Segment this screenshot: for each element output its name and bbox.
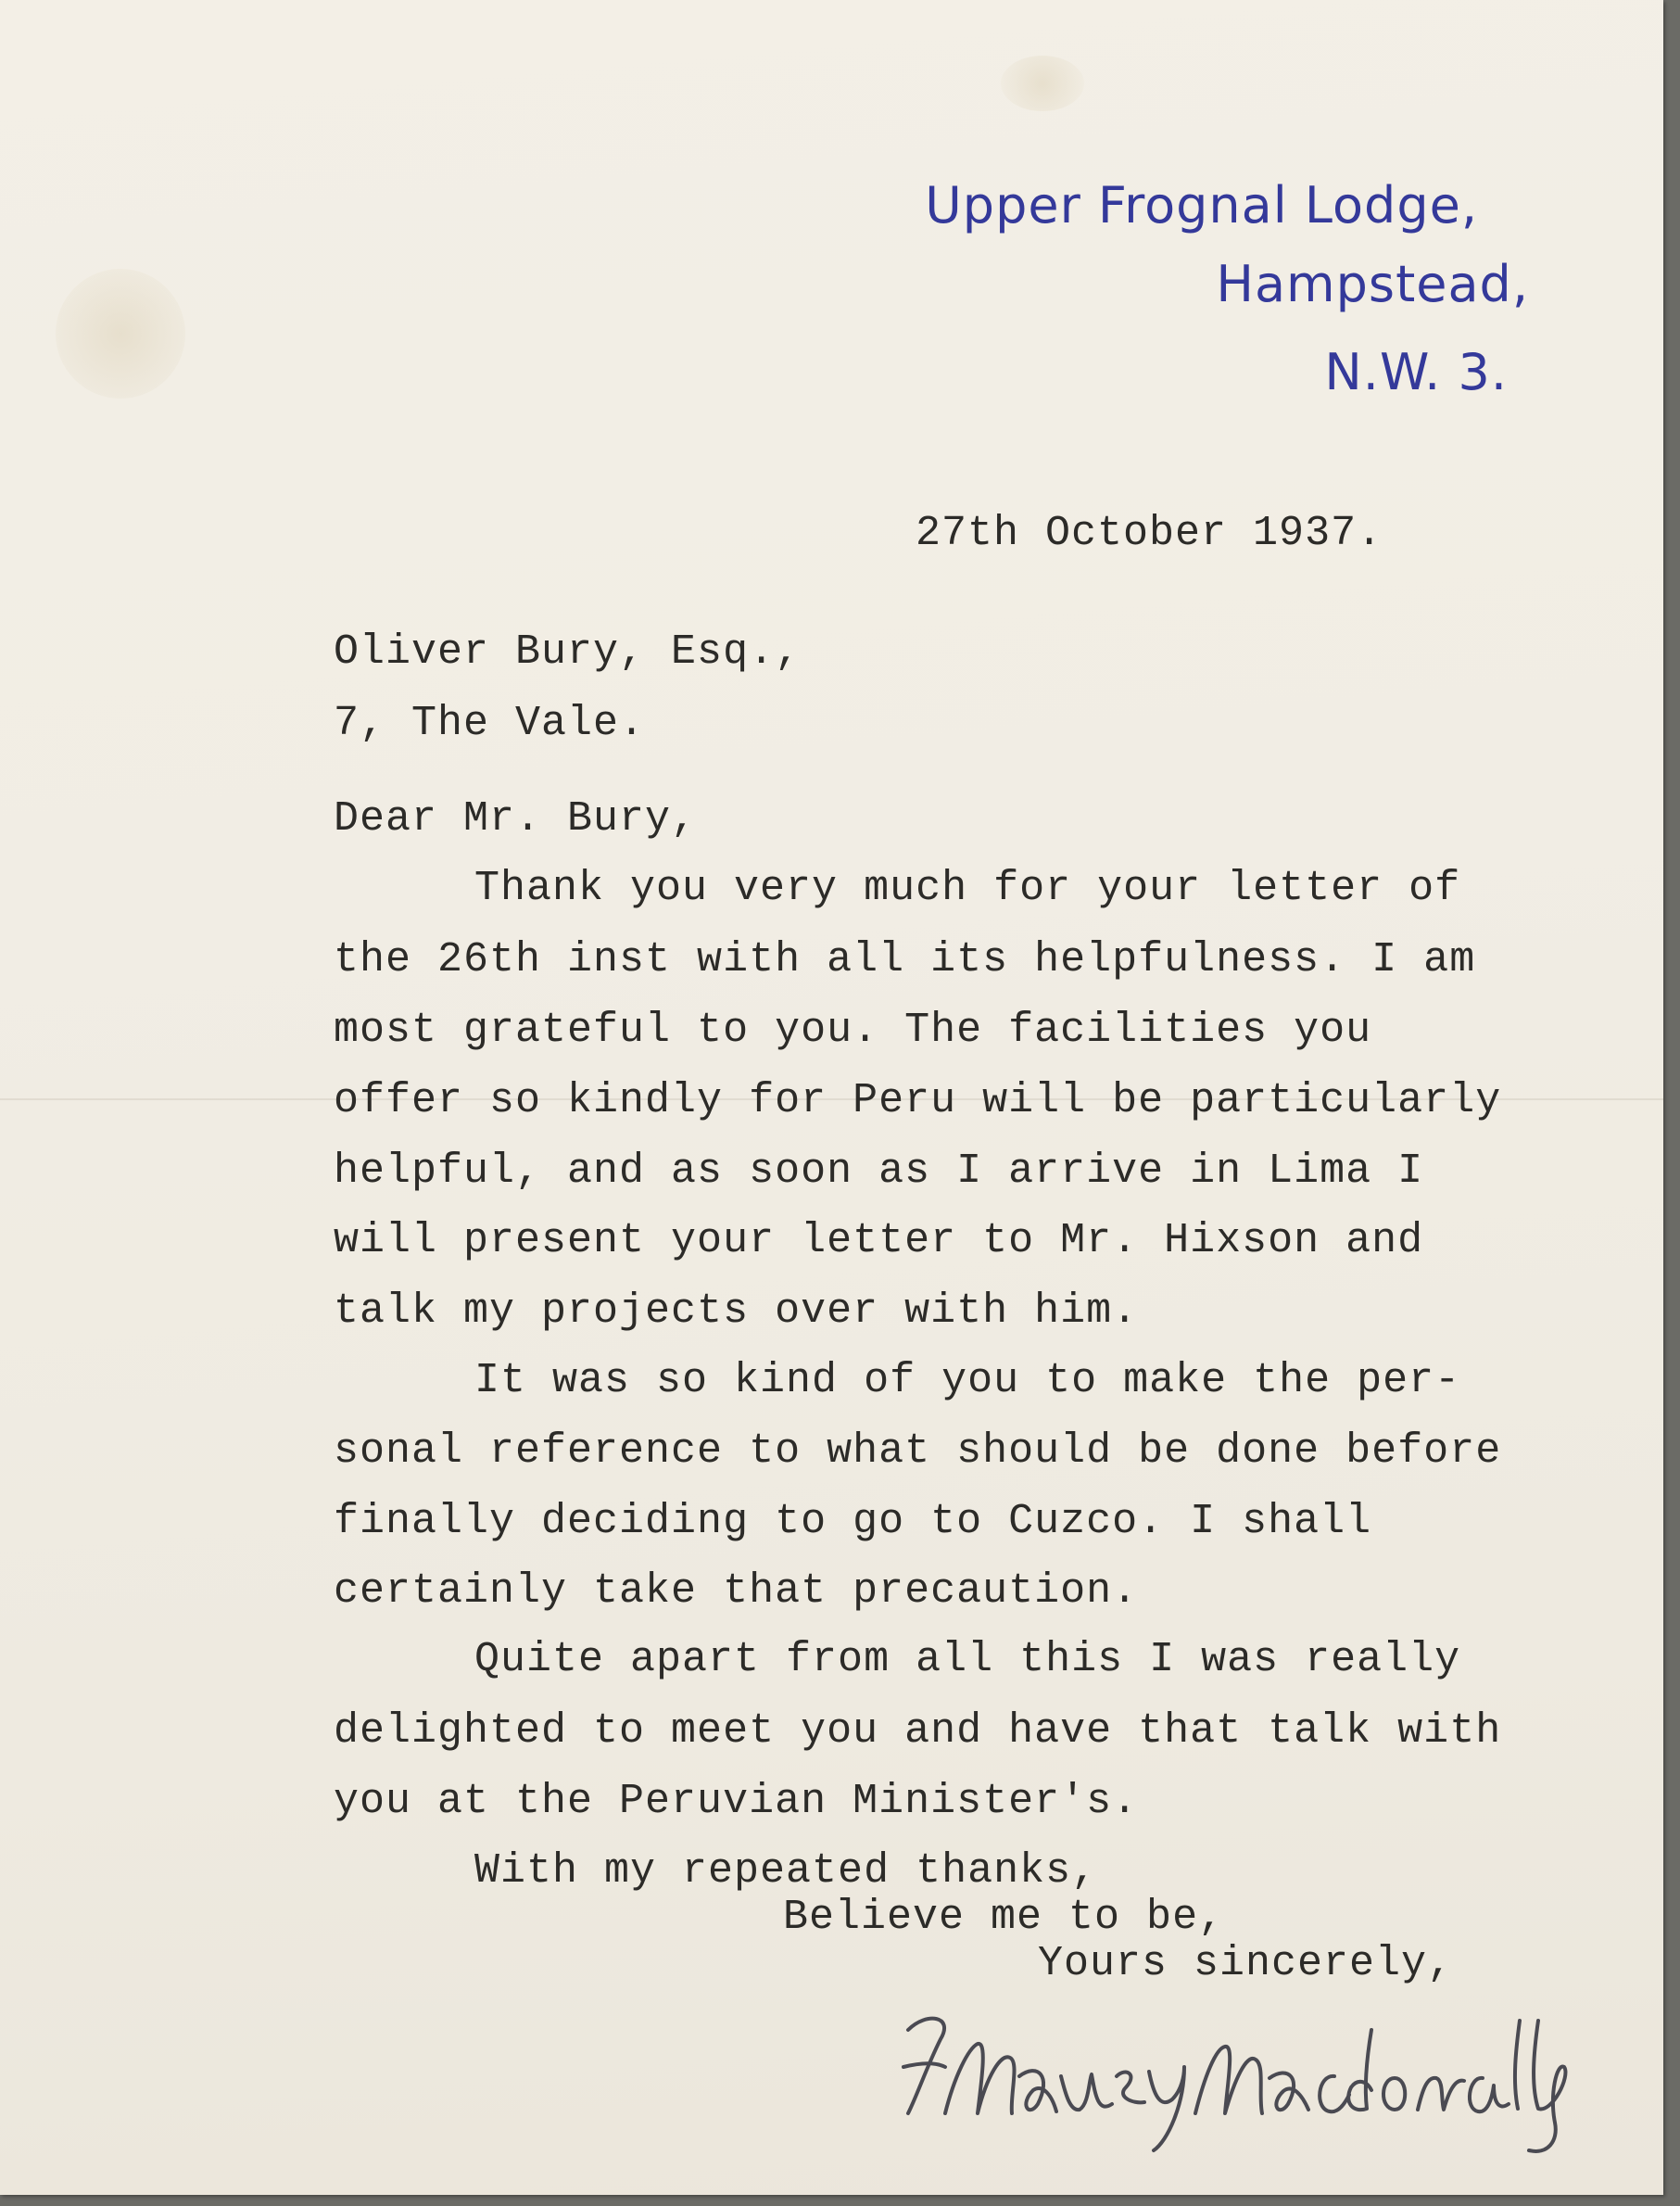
letterhead-line-1: Upper Frognal Lodge, <box>925 176 1478 235</box>
body-line: talk my projects over with him. <box>334 1287 1139 1335</box>
letterhead-line-2: Hampstead, <box>1216 255 1529 313</box>
body-line: most grateful to you. The facilities you <box>334 1007 1372 1054</box>
letterhead-line-3: N.W. 3. <box>1324 343 1508 401</box>
body-line: offer so kindly for Peru will be particularly <box>334 1077 1502 1124</box>
body-line: Quite apart from all this I was really <box>474 1636 1461 1683</box>
body-line: you at the Peruvian Minister's. <box>334 1778 1139 1825</box>
closing-line-3: Yours sincerely, <box>1038 1940 1454 1987</box>
body-line: finally deciding to go to Cuzco. I shall <box>334 1498 1372 1545</box>
closing-line-2: Believe me to be, <box>783 1894 1225 1941</box>
paper-stain <box>1001 56 1084 111</box>
body-line: Thank you very much for your letter of <box>474 865 1461 912</box>
signature-drawing <box>890 1974 1612 2160</box>
recipient-address: 7, The Vale. <box>334 700 646 747</box>
handwritten-signature <box>890 1974 1612 2160</box>
body-line: sonal reference to what should be done before <box>334 1427 1502 1475</box>
closing-line-1: With my repeated thanks, <box>474 1847 1098 1895</box>
body-line: It was so kind of you to make the per- <box>474 1357 1461 1404</box>
body-line: the 26th inst with all its helpfulness. I am <box>334 936 1476 983</box>
body-line: will present your letter to Mr. Hixson and <box>334 1217 1424 1264</box>
body-line: delighted to meet you and have that talk with <box>334 1707 1502 1755</box>
body-line: helpful, and as soon as I arrive in Lima I <box>334 1147 1424 1195</box>
recipient-name: Oliver Bury, Esq., <box>334 628 802 676</box>
salutation: Dear Mr. Bury, <box>334 795 698 843</box>
body-line: certainly take that precaution. <box>334 1567 1139 1615</box>
letter-date: 27th October 1937. <box>916 510 1383 557</box>
paper-stain <box>56 269 185 399</box>
